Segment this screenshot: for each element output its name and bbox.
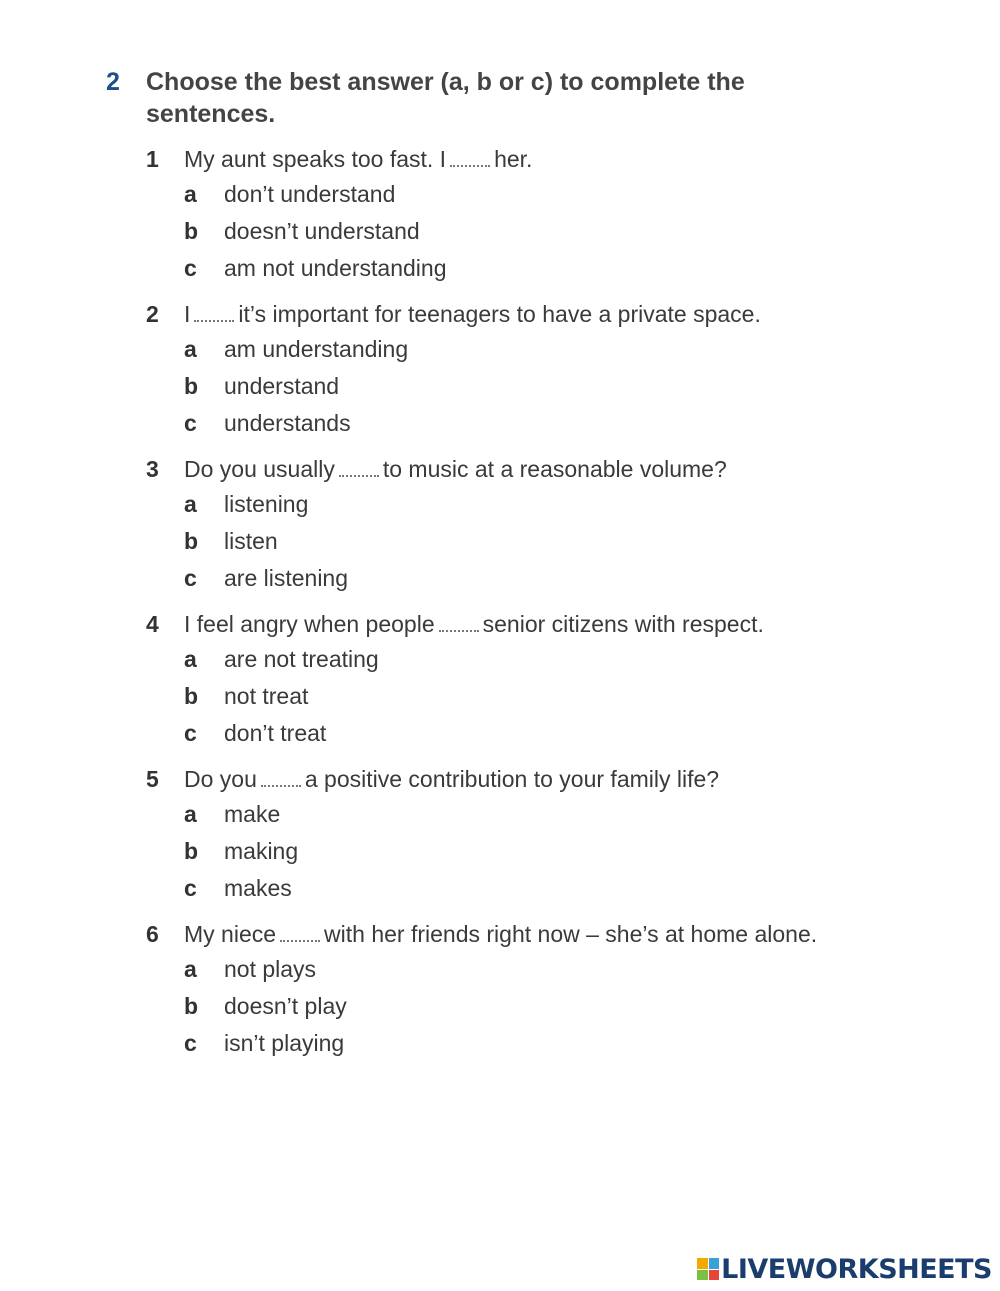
option-letter: b: [184, 373, 199, 399]
exercise-instruction: Choose the best answer (a, b or c) to complete the sentences.: [146, 68, 745, 128]
option-letter: c: [184, 565, 197, 591]
option-text: doesn’t understand: [224, 218, 420, 244]
option-letter: b: [184, 838, 199, 864]
option-a[interactable]: [184, 641, 826, 678]
option-text: makes: [224, 875, 292, 901]
question-text-before: I feel angry when people: [184, 611, 435, 637]
question-list: [146, 142, 826, 1062]
question-text: [184, 452, 824, 486]
question-number: 1: [146, 146, 159, 172]
option-a[interactable]: [184, 951, 826, 988]
question-text: [184, 607, 824, 641]
option-b[interactable]: [184, 523, 826, 560]
option-letter: c: [184, 1030, 197, 1056]
option-letter: c: [184, 255, 197, 281]
option-b[interactable]: [184, 213, 826, 250]
option-letter: a: [184, 336, 197, 362]
option-letter: a: [184, 646, 197, 672]
option-text: understands: [224, 410, 351, 436]
option-text: make: [224, 801, 281, 827]
question-number: 2: [146, 301, 159, 327]
question-text: [184, 297, 824, 331]
question-text: [184, 762, 824, 796]
question-text-after: her.: [494, 146, 533, 172]
question-text-before: My aunt speaks too fast. I: [184, 146, 447, 172]
question-number: 5: [146, 766, 159, 792]
option-text: listening: [224, 491, 309, 517]
option-c[interactable]: [184, 250, 826, 287]
question-number: 3: [146, 456, 159, 482]
option-text: don’t understand: [224, 181, 396, 207]
option-letter: a: [184, 956, 197, 982]
option-letter: b: [184, 993, 199, 1019]
question-2: [146, 297, 826, 442]
option-list: [184, 951, 826, 1062]
option-list: [184, 331, 826, 442]
question-text-before: Do you usually: [184, 456, 335, 482]
option-letter: c: [184, 410, 197, 436]
option-text: isn’t playing: [224, 1030, 345, 1056]
option-b[interactable]: [184, 833, 826, 870]
answer-blank: [450, 155, 490, 167]
option-b[interactable]: [184, 988, 826, 1025]
option-c[interactable]: [184, 870, 826, 907]
option-letter: a: [184, 801, 197, 827]
option-letter: b: [184, 218, 199, 244]
option-text: listen: [224, 528, 278, 554]
question-number: 6: [146, 921, 159, 947]
answer-blank: [439, 620, 479, 632]
option-text: are not treating: [224, 646, 379, 672]
question-text-after: it’s important for teenagers to have a private space.: [238, 301, 761, 327]
answer-blank: [194, 310, 234, 322]
exercise-header: [106, 66, 826, 130]
option-letter: a: [184, 181, 197, 207]
option-list: [184, 486, 826, 597]
logo-text: LIVEWORKSHEETS: [721, 1253, 992, 1285]
option-letter: b: [184, 683, 199, 709]
question-3: [146, 452, 826, 597]
option-text: making: [224, 838, 299, 864]
question-number: 4: [146, 611, 159, 637]
question-text-before: I: [184, 301, 191, 327]
question-4: [146, 607, 826, 752]
option-a[interactable]: [184, 176, 826, 213]
answer-blank: [261, 775, 301, 787]
option-c[interactable]: [184, 715, 826, 752]
option-letter: c: [184, 720, 197, 746]
liveworksheets-logo: [697, 1251, 992, 1287]
question-1: [146, 142, 826, 287]
option-letter: b: [184, 528, 199, 554]
question-text: [184, 142, 824, 176]
exercise: [106, 66, 826, 1072]
option-text: am understanding: [224, 336, 409, 362]
option-text: not plays: [224, 956, 317, 982]
answer-blank: [339, 465, 379, 477]
option-b[interactable]: [184, 678, 826, 715]
logo-blocks-icon: [697, 1258, 719, 1280]
option-c[interactable]: [184, 560, 826, 597]
option-text: doesn’t play: [224, 993, 347, 1019]
option-text: not treat: [224, 683, 309, 709]
question-5: [146, 762, 826, 907]
question-text-after: with her friends right now – she’s at home alone.: [324, 921, 818, 947]
option-text: understand: [224, 373, 340, 399]
option-text: am not understanding: [224, 255, 447, 281]
exercise-number: 2: [106, 68, 120, 96]
question-text-after: to music at a reasonable volume?: [382, 456, 727, 482]
option-c[interactable]: [184, 1025, 826, 1062]
option-letter: c: [184, 875, 197, 901]
option-a[interactable]: [184, 796, 826, 833]
option-b[interactable]: [184, 368, 826, 405]
question-6: [146, 917, 826, 1062]
question-text-before: My niece: [184, 921, 277, 947]
option-list: [184, 176, 826, 287]
option-text: don’t treat: [224, 720, 327, 746]
option-a[interactable]: [184, 331, 826, 368]
question-text-after: senior citizens with respect.: [482, 611, 764, 637]
question-text-after: a positive contribution to your family life?: [304, 766, 720, 792]
option-a[interactable]: [184, 486, 826, 523]
option-list: [184, 796, 826, 907]
option-c[interactable]: [184, 405, 826, 442]
option-list: [184, 641, 826, 752]
option-text: are listening: [224, 565, 349, 591]
question-text: [184, 917, 824, 951]
question-text-before: Do you: [184, 766, 257, 792]
option-letter: a: [184, 491, 197, 517]
answer-blank: [280, 930, 320, 942]
